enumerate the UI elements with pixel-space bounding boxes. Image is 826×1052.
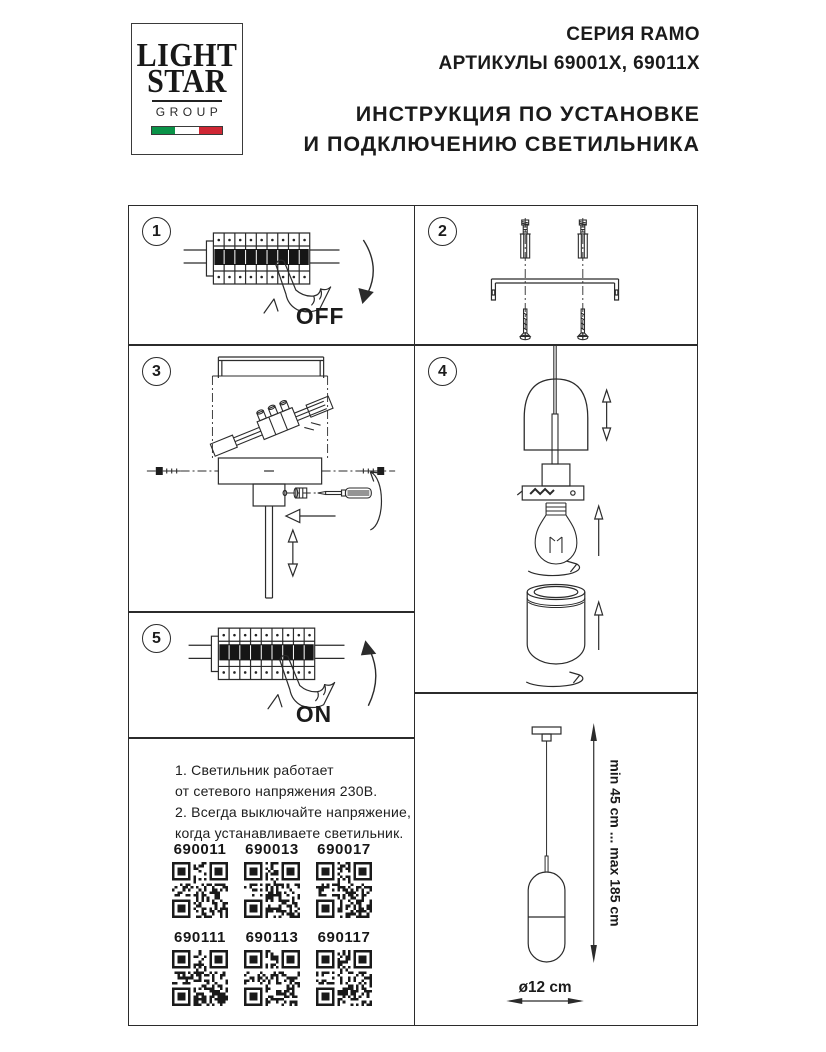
panel-step3-wiring bbox=[128, 345, 415, 612]
glass-cylinder-icon bbox=[527, 585, 585, 665]
circuit-breaker-icon bbox=[184, 233, 340, 284]
push-left-arrow-icon bbox=[286, 510, 336, 523]
qr-code bbox=[172, 950, 228, 1006]
rod-icon bbox=[545, 856, 548, 872]
breaker-off-diagram bbox=[129, 206, 414, 344]
canopy-icon bbox=[218, 458, 321, 484]
center-lines bbox=[525, 218, 583, 338]
screw-icon bbox=[578, 309, 588, 340]
rotate-arrow-icon bbox=[528, 561, 579, 576]
note-line: 2. Всегда выключайте напряжение, bbox=[175, 804, 412, 820]
qr-code bbox=[316, 950, 372, 1006]
qr-code bbox=[244, 950, 300, 1006]
on-label: ON bbox=[295, 700, 333, 727]
qr-item bbox=[315, 841, 373, 918]
rotate-arrow-icon bbox=[526, 672, 583, 687]
panel-step5-power-on bbox=[128, 612, 415, 738]
socket-assembly-icon bbox=[517, 464, 584, 500]
qr-item bbox=[171, 929, 229, 1006]
panel-step4-assembly bbox=[414, 345, 698, 693]
diameter-dimension-line bbox=[506, 998, 583, 1004]
qr-code bbox=[172, 862, 228, 918]
move-vertical-arrow-icon bbox=[288, 530, 297, 576]
insert-up-arrow-icon bbox=[595, 602, 603, 650]
qr-code bbox=[244, 862, 300, 918]
logo-word-light: LIGHT bbox=[136, 36, 238, 74]
note-line: 1. Светильник работает bbox=[175, 762, 334, 778]
panel-step2-hardware bbox=[414, 205, 698, 345]
brand-logo bbox=[131, 23, 243, 155]
arrow-down-icon bbox=[358, 240, 373, 304]
step-number-1: 1 bbox=[142, 217, 171, 246]
light-bulb-icon bbox=[535, 503, 577, 564]
article-number: 690013 bbox=[245, 841, 299, 858]
side-screw-icon bbox=[156, 467, 181, 475]
note-line: от сетевого напряжения 230В. bbox=[175, 783, 378, 799]
panel-notes-and-codes bbox=[128, 738, 415, 1026]
qr-code bbox=[316, 862, 372, 918]
screw-icon bbox=[520, 309, 530, 340]
side-screw-icon bbox=[359, 467, 384, 475]
circuit-breaker-icon bbox=[189, 628, 345, 679]
mounting-bracket-icon bbox=[491, 279, 618, 300]
qr-item bbox=[243, 841, 301, 918]
article-number: 690017 bbox=[317, 841, 371, 858]
panel-dimensions bbox=[414, 693, 698, 1026]
note-line: когда устанавливаете светильник. bbox=[175, 825, 404, 841]
assembly-diagram bbox=[415, 346, 697, 692]
document-header bbox=[304, 24, 700, 159]
logo-word-star: STAR bbox=[147, 62, 227, 100]
diameter-label: ø12 cm bbox=[518, 978, 572, 997]
step-number-3: 3 bbox=[142, 357, 171, 386]
insert-up-arrow-icon bbox=[595, 506, 603, 556]
qr-item bbox=[171, 841, 229, 918]
qr-item bbox=[315, 929, 373, 1006]
logo-word-group: GROUP bbox=[152, 100, 223, 119]
rotate-arrow-icon bbox=[370, 472, 381, 530]
wiring-diagram bbox=[129, 346, 414, 611]
italian-flag-icon bbox=[151, 126, 223, 135]
safety-notes bbox=[175, 760, 411, 844]
instruction-title bbox=[304, 99, 700, 159]
suspension-rod-icon bbox=[552, 346, 558, 464]
article-number: 690113 bbox=[245, 929, 299, 946]
series-title: СЕРИЯ RAMO bbox=[566, 24, 700, 45]
ceiling-plate-icon bbox=[532, 727, 561, 741]
height-dimension-line bbox=[591, 723, 597, 963]
arrow-up-icon bbox=[361, 640, 376, 706]
hardware-diagram bbox=[415, 206, 697, 344]
panel-step1-power-off bbox=[128, 205, 415, 345]
instruction-title-line2: И ПОДКЛЮЧЕНИЮ СВЕТИЛЬНИКА bbox=[303, 132, 700, 156]
capsule-shade-icon bbox=[528, 872, 565, 962]
step-number-2: 2 bbox=[428, 217, 457, 246]
article-number: 690117 bbox=[317, 929, 371, 946]
ceiling-bracket-icon bbox=[218, 357, 323, 378]
article-qr-grid bbox=[171, 841, 373, 1006]
article-number: 690011 bbox=[173, 841, 227, 858]
dimension-drawing bbox=[415, 694, 697, 1025]
instruction-title-line1: ИНСТРУКЦИЯ ПО УСТАНОВКЕ bbox=[355, 102, 700, 126]
breaker-on-diagram bbox=[129, 613, 414, 737]
height-range-label: min 45 cm ... max 185 cm bbox=[607, 759, 624, 927]
article-number: 690111 bbox=[174, 929, 226, 946]
qr-item bbox=[243, 929, 301, 1006]
screwdriver-icon bbox=[318, 488, 372, 498]
suspension-rod-icon bbox=[266, 506, 273, 598]
move-vertical-arrow-icon bbox=[603, 390, 611, 440]
step-number-5: 5 bbox=[142, 624, 171, 653]
cord-grip-icon bbox=[253, 484, 287, 506]
articles-line: АРТИКУЛЫ 69001X, 69011X bbox=[438, 53, 700, 74]
terminal-block-icon bbox=[206, 384, 338, 468]
off-label: OFF bbox=[295, 302, 345, 330]
step-number-4: 4 bbox=[428, 357, 457, 386]
